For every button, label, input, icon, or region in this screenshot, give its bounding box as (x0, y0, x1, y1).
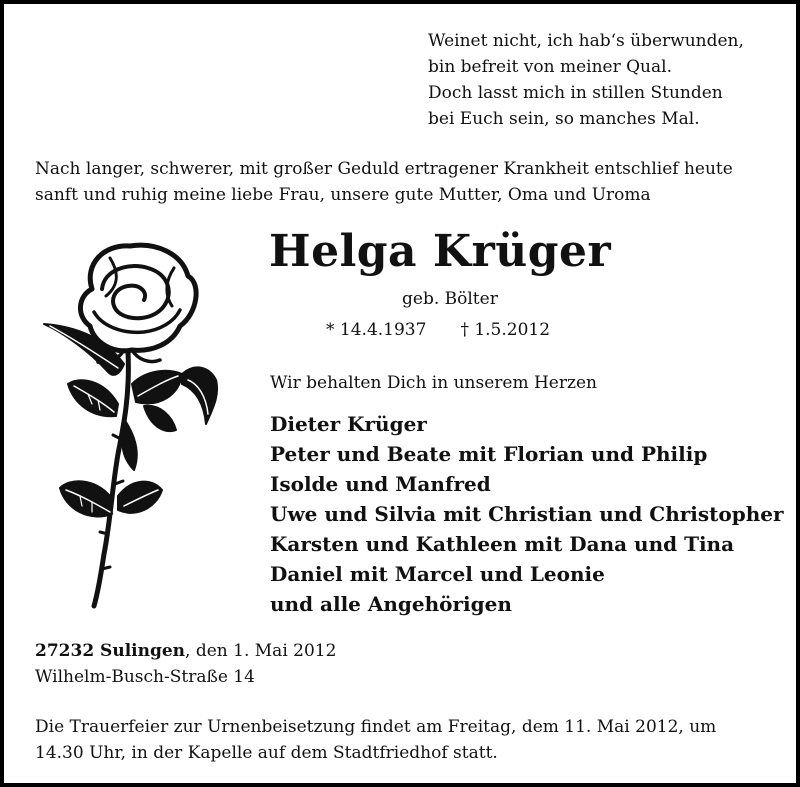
funeral-info-line: 14.30 Uhr, in der Kapelle auf dem Stadtfriedhof statt. (35, 743, 498, 763)
mourner-line: und alle Angehörigen (270, 592, 512, 616)
intro-text (35, 156, 733, 208)
poem (428, 28, 744, 132)
funeral-info (35, 714, 716, 766)
street-address: Wilhelm-Busch-Straße 14 (35, 667, 255, 687)
city: 27232 Sulingen (35, 641, 186, 661)
maiden-name: geb. Bölter (402, 289, 498, 309)
poem-line: Weinet nicht, ich hab‘s überwunden, (428, 31, 744, 51)
rose-icon (32, 234, 232, 614)
mourners-list (270, 409, 784, 619)
place-and-address (35, 638, 336, 690)
notice-date: , den 1. Mai 2012 (185, 641, 337, 661)
death-date: † 1.5.2012 (460, 320, 551, 340)
poem-line: Doch lasst mich in stillen Stunden (428, 83, 723, 103)
intro-line: sanft und ruhig meine liebe Frau, unsere gute Mutter, Oma und Uroma (35, 185, 651, 205)
mourner-line: Isolde und Manfred (270, 472, 491, 496)
mourner-line: Daniel mit Marcel und Leonie (270, 562, 605, 586)
intro-line: Nach langer, schwerer, mit großer Geduld ertragener Krankheit entschlief heute (35, 159, 733, 179)
mourner-line: Peter und Beate mit Florian und Philip (270, 442, 708, 466)
mourner-line: Uwe und Silvia mit Christian und Christopher (270, 502, 784, 526)
deceased-name: Helga Krüger (269, 226, 612, 277)
life-dates (326, 320, 550, 340)
birth-date: * 14.4.1937 (326, 320, 427, 340)
poem-line: bei Euch sein, so manches Mal. (428, 109, 700, 129)
poem-line: bin befreit von meiner Qual. (428, 57, 672, 77)
motto: Wir behalten Dich in unserem Herzen (270, 373, 597, 393)
place-date-line (35, 638, 336, 664)
mourner-line: Dieter Krüger (270, 412, 427, 436)
mourner-line: Karsten und Kathleen mit Dana und Tina (270, 532, 735, 556)
funeral-info-line: Die Trauerfeier zur Urnenbeisetzung findet am Freitag, dem 11. Mai 2012, um (35, 717, 717, 737)
